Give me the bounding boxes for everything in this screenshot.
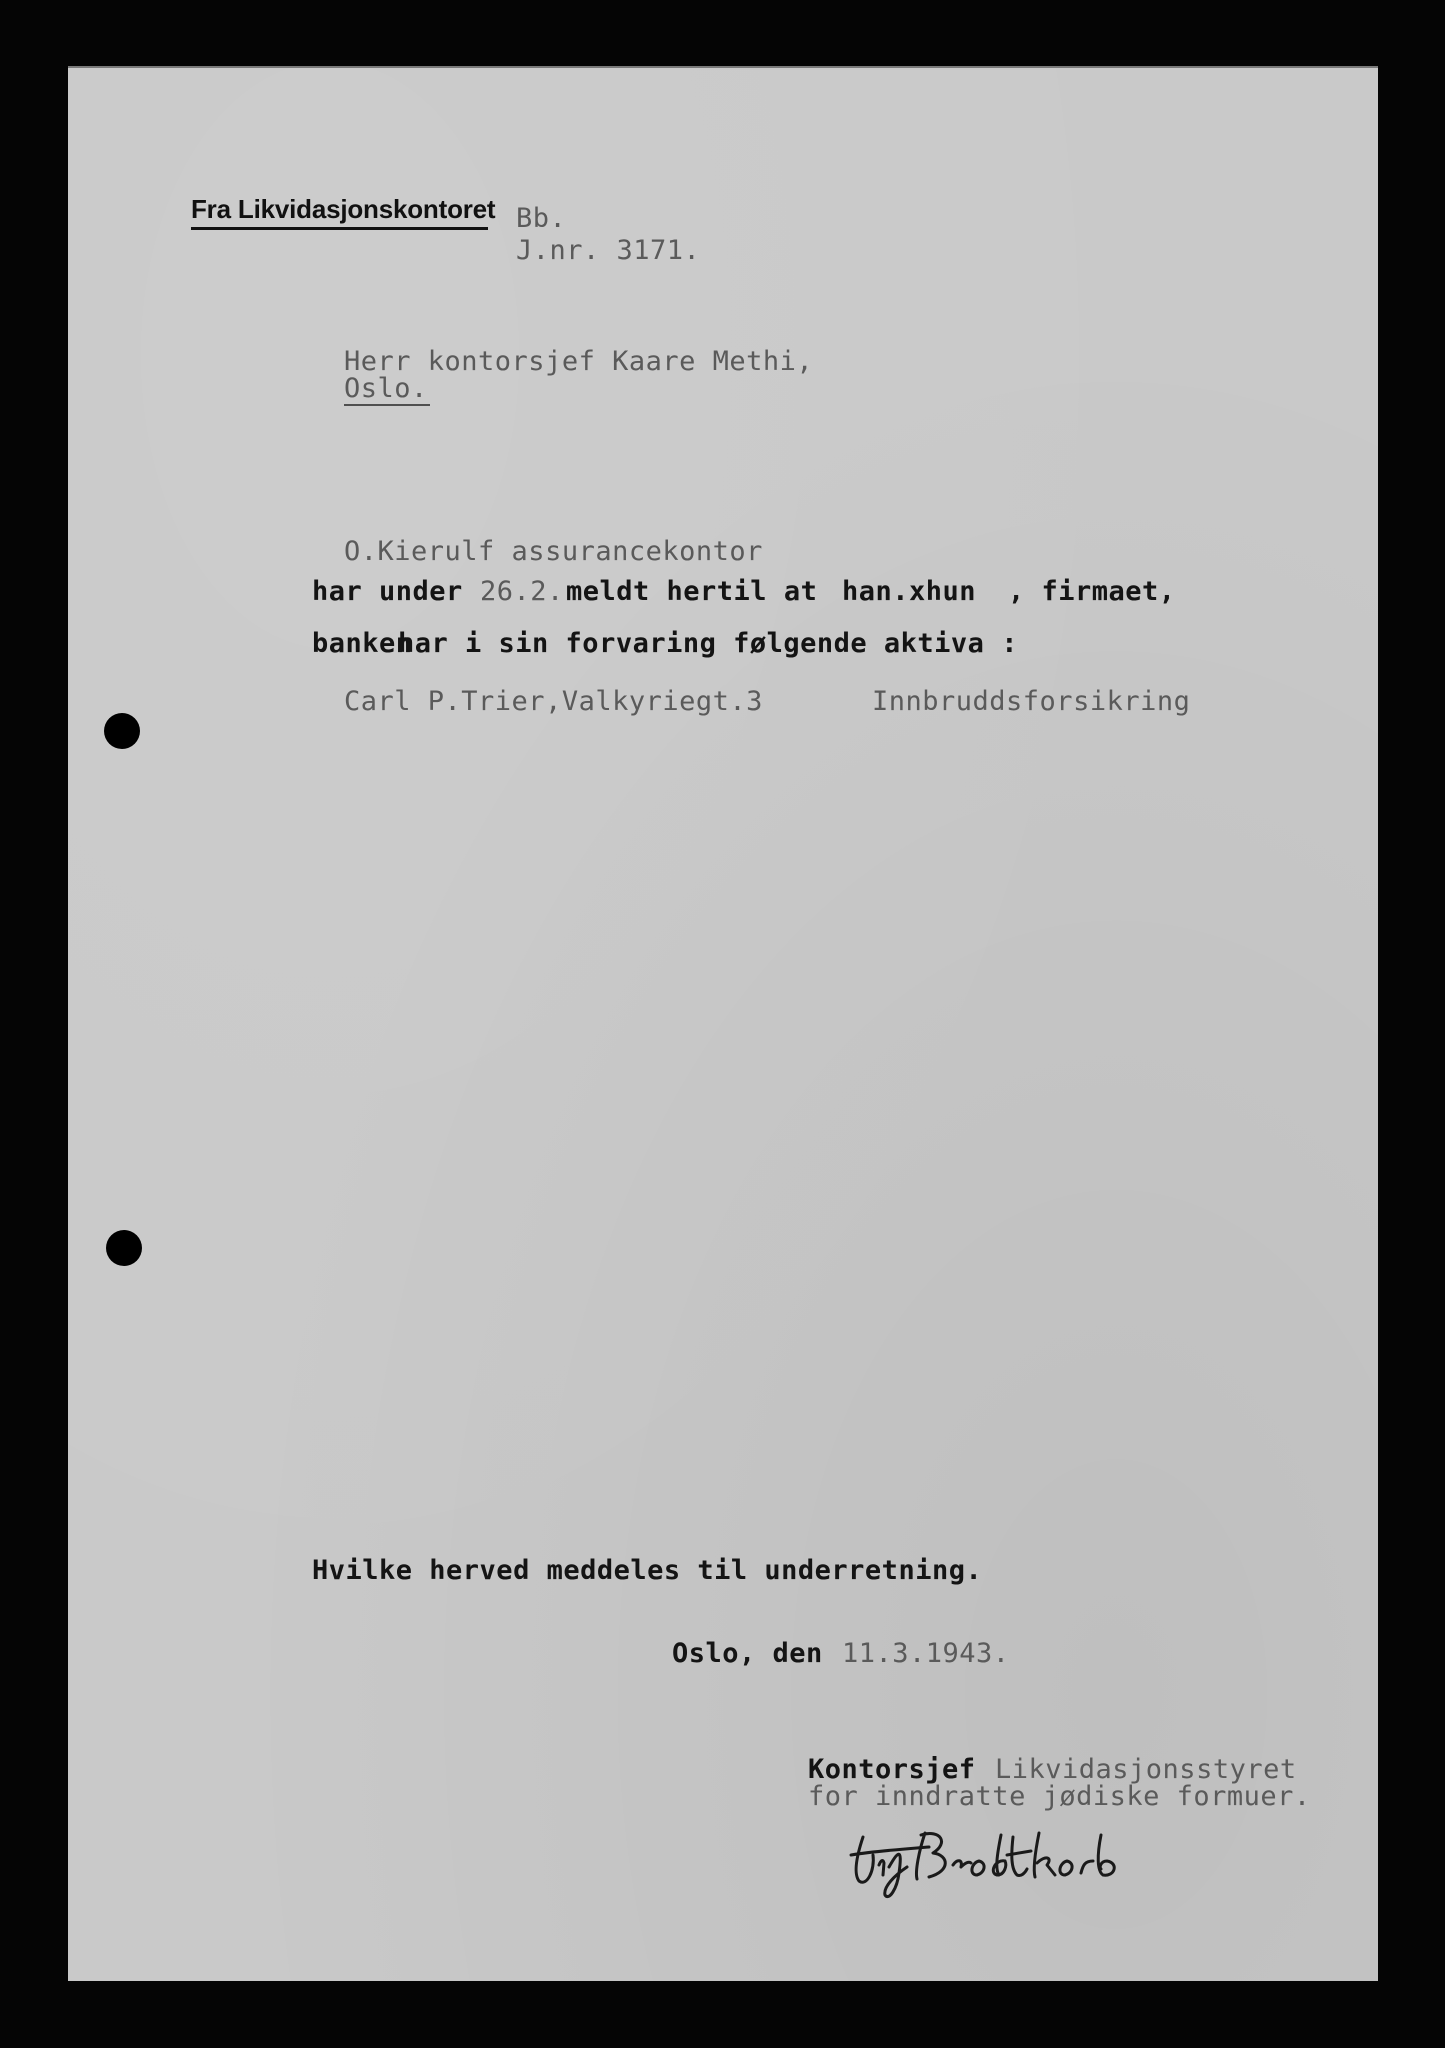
body-text: har under	[312, 576, 463, 607]
punch-hole-upper	[104, 713, 140, 749]
date-spacer	[844, 1668, 1004, 1669]
body-text: , firmaet,	[1008, 576, 1176, 607]
body-text: har i sin forvaring følgende aktiva :	[398, 628, 1018, 659]
struck-title: Kontorsjef	[808, 1754, 976, 1785]
recipient-city: Oslo.	[344, 373, 428, 404]
place-label: Oslo, den	[672, 1638, 823, 1669]
signatory-office-line2: for inndratte jødiske formuer.	[808, 1781, 1311, 1812]
handwritten-signature	[845, 1815, 1155, 1905]
letter-date: 11.3.1943.	[842, 1638, 1010, 1669]
struck-pronoun-text: han.xhun	[842, 576, 977, 607]
punch-hole-lower	[106, 1230, 142, 1266]
recipient-name: Herr kontorsjef Kaare Methi,	[344, 346, 814, 377]
journal-number: J.nr. 3171.	[516, 235, 701, 266]
asset-type: Innbruddsforsikring	[872, 686, 1191, 717]
reporting-firm: O.Kierulf assurancekontor	[344, 536, 763, 567]
recipient-city-underline	[344, 404, 430, 406]
struck-bank-text: banken	[312, 628, 413, 659]
asset-owner: Carl P.Trier,Valkyriegt.3	[344, 686, 763, 717]
closing-sentence: Hvilke herved meddeles til underretning.	[312, 1555, 983, 1586]
reference-initials: Bb.	[516, 203, 567, 234]
signatory-office: Likvidasjonsstyret	[995, 1754, 1297, 1785]
body-text: meldt hertil at	[566, 576, 818, 607]
letterhead-underline	[191, 227, 488, 230]
letterhead-stamp: Fra Likvidasjonskontoret	[191, 194, 496, 224]
report-date: 26.2.	[480, 576, 564, 607]
